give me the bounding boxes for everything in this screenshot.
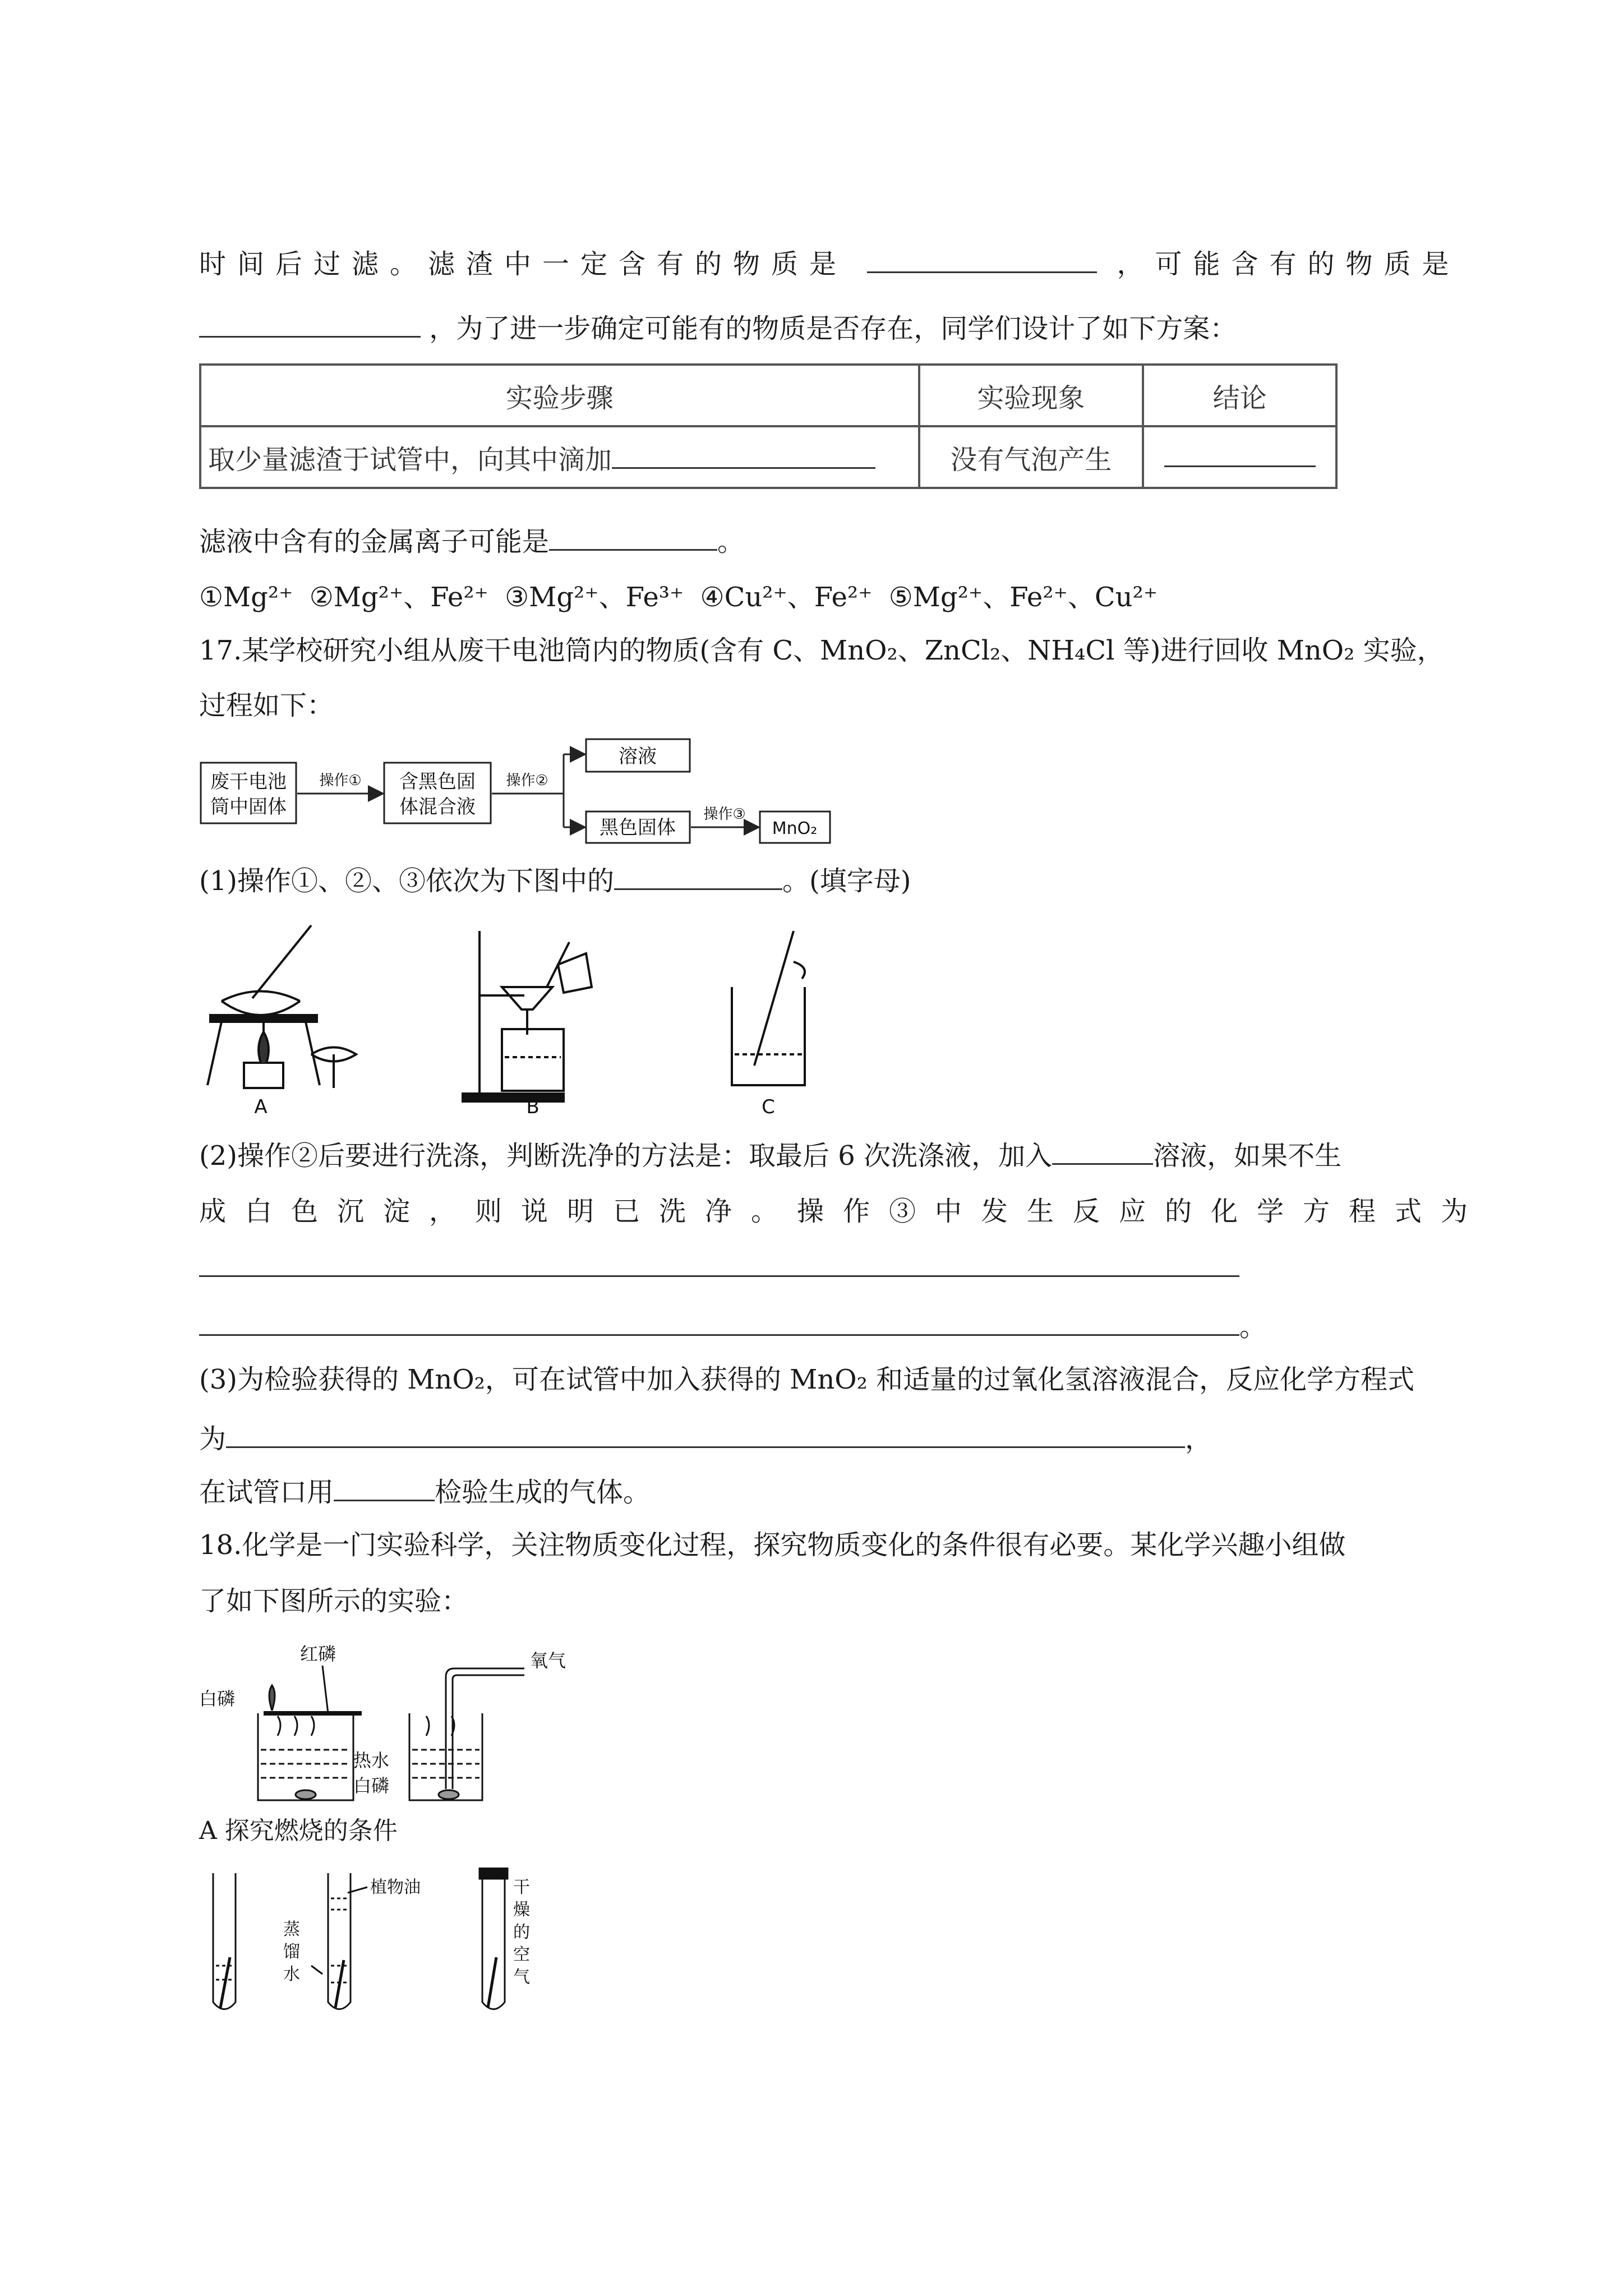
q17-part2-tail: 溶液，如果不生	[1153, 1140, 1342, 1172]
label-red-phosphorus: 红磷	[300, 1643, 336, 1665]
answer-blank[interactable]	[1052, 1138, 1153, 1165]
table-step-text: 取少量滤渣于试管中，向其中滴加	[208, 444, 612, 476]
flow-op1: 操作①	[319, 772, 362, 789]
para1-text-b: ，可能含有的物质是	[1117, 248, 1460, 280]
label-distilled-water-2: 馏	[283, 1942, 300, 1962]
label-dry-air-3: 的	[513, 1922, 530, 1942]
table-cell-conclusion	[1143, 426, 1336, 488]
q17-part2-line1	[199, 1138, 1341, 1173]
flow-op2: 操作②	[506, 772, 548, 789]
label-dry-air-2: 燥	[513, 1900, 530, 1920]
para1-text-a: 时间后过滤。滤渣中一定含有的物质是	[199, 248, 848, 280]
answer-blank[interactable]	[334, 1475, 435, 1501]
answer-blank[interactable]	[199, 1310, 1239, 1336]
q17-part1-tail: 。(填字母)	[782, 865, 911, 897]
q17-part3-text: 在试管口用	[199, 1477, 334, 1508]
para1-text-c: ，为了进一步确定可能有的物质是否存在，同学们设计了如下方案：	[429, 313, 1237, 344]
answer-blank[interactable]	[549, 524, 717, 551]
flow-box4: 黑色固体	[600, 817, 676, 839]
flow-box1-b: 筒中固体	[210, 796, 287, 818]
answer-blank[interactable]	[867, 247, 1097, 273]
experiment-table	[199, 363, 1338, 489]
q17-intro-1: 17.某学校研究小组从废干电池筒内的物质(含有 C、MnO₂、ZnCl₂、NH₄Cl 等)进行回收 MnO₂ 实验，	[199, 635, 1444, 666]
q17-part3-line2	[199, 1422, 1212, 1456]
q18-intro-1: 18.化学是一门实验科学，关注物质变化过程，探究物质变化的条件很有必要。某化学兴趣小组做	[199, 1529, 1346, 1561]
flow-box5: MnO₂	[772, 819, 818, 838]
filtrate-question-text: 滤液中含有的金属离子可能是	[199, 526, 550, 557]
q17-part1-text: (1)操作①、②、③依次为下图中的	[199, 865, 614, 897]
q17-part2-line4	[199, 1310, 1266, 1344]
q17-part3-comma: ，	[1185, 1423, 1212, 1455]
q17-part3-line1: (3)为检验获得的 MnO₂，可在试管中加入获得的 MnO₂ 和适量的过氧化氢溶液混合，反应化学方程式	[199, 1364, 1415, 1395]
flow-box2-b: 体混合液	[399, 796, 476, 818]
label-oxygen: 氧气	[530, 1650, 566, 1671]
label-white-phosphorus-top: 白磷	[199, 1688, 236, 1709]
q17-part1	[199, 864, 911, 898]
apparatus-figure	[199, 920, 872, 1127]
q18-intro-2: 了如下图所示的实验：	[199, 1585, 469, 1617]
q17-part2-text: (2)操作②后要进行洗涤，判断洗净的方法是：取最后 6 次洗涤液，加入	[199, 1140, 1053, 1172]
q17-part3-line3	[199, 1475, 650, 1509]
dissolving-beaker	[732, 931, 805, 1118]
flow-box2-a: 含黑色固	[399, 771, 476, 793]
answer-blank[interactable]	[614, 864, 782, 890]
label-B: B	[526, 1096, 540, 1118]
table-cell-phenomenon: 没有气泡产生	[919, 426, 1144, 488]
label-white-phosphorus-bottom: 白磷	[353, 1775, 390, 1796]
recovery-flowchart	[199, 737, 833, 844]
table-header-phenomenon: 实验现象	[919, 365, 1144, 426]
q17-part3-wei: 为	[199, 1423, 227, 1455]
flow-box1-a: 废干电池	[210, 771, 287, 793]
table-header-conclusion: 结论	[1143, 365, 1336, 426]
q17-part2-line2: 成白色沉淀，则说明已洗净。操作③中发生反应的化学方程式为	[199, 1196, 1487, 1227]
q17-part3-tail: 检验生成的气体。	[435, 1477, 651, 1508]
filtrate-end: 。	[717, 526, 745, 557]
combustion-apparatus	[199, 1638, 569, 1811]
para1-line2	[199, 311, 1237, 345]
answer-blank[interactable]	[199, 1251, 1239, 1277]
label-distilled-water-1: 蒸	[283, 1920, 300, 1939]
q17-part2-line3	[199, 1251, 1239, 1285]
filtration-apparatus	[463, 931, 592, 1118]
ion-options: ①Mg²⁺ ②Mg²⁺、Fe²⁺ ③Mg²⁺、Fe³⁺ ④Cu²⁺、Fe²⁺ ⑤Mg²⁺、Fe²⁺、Cu²⁺	[199, 582, 1158, 613]
label-C: C	[762, 1096, 775, 1118]
flow-op3: 操作③	[703, 806, 746, 823]
label-hot-water: 热水	[353, 1750, 390, 1771]
label-dry-air-4: 空	[513, 1945, 530, 1965]
table-header-step: 实验步骤	[200, 365, 919, 426]
q17-part2-end: 。	[1239, 1311, 1267, 1343]
para1-line1	[199, 247, 1460, 281]
flow-box3: 溶液	[619, 745, 657, 768]
evaporation-apparatus	[208, 925, 356, 1118]
answer-blank[interactable]	[612, 442, 875, 469]
label-dry-air-5: 气	[513, 1967, 530, 1987]
label-A: A	[254, 1096, 268, 1118]
label-distilled-water-3: 水	[283, 1965, 300, 1984]
filtrate-question	[199, 524, 744, 559]
table-cell-step	[200, 426, 919, 488]
answer-blank[interactable]	[1164, 441, 1316, 467]
q17-intro-2: 过程如下：	[199, 690, 334, 721]
label-dry-air-1: 干	[513, 1878, 530, 1897]
answer-blank[interactable]	[226, 1422, 1185, 1448]
answer-blank[interactable]	[199, 311, 421, 338]
figA-caption: A 探究燃烧的条件	[199, 1816, 398, 1845]
rusting-test-tubes	[199, 1868, 580, 2019]
label-vegetable-oil: 植物油	[370, 1878, 421, 1897]
